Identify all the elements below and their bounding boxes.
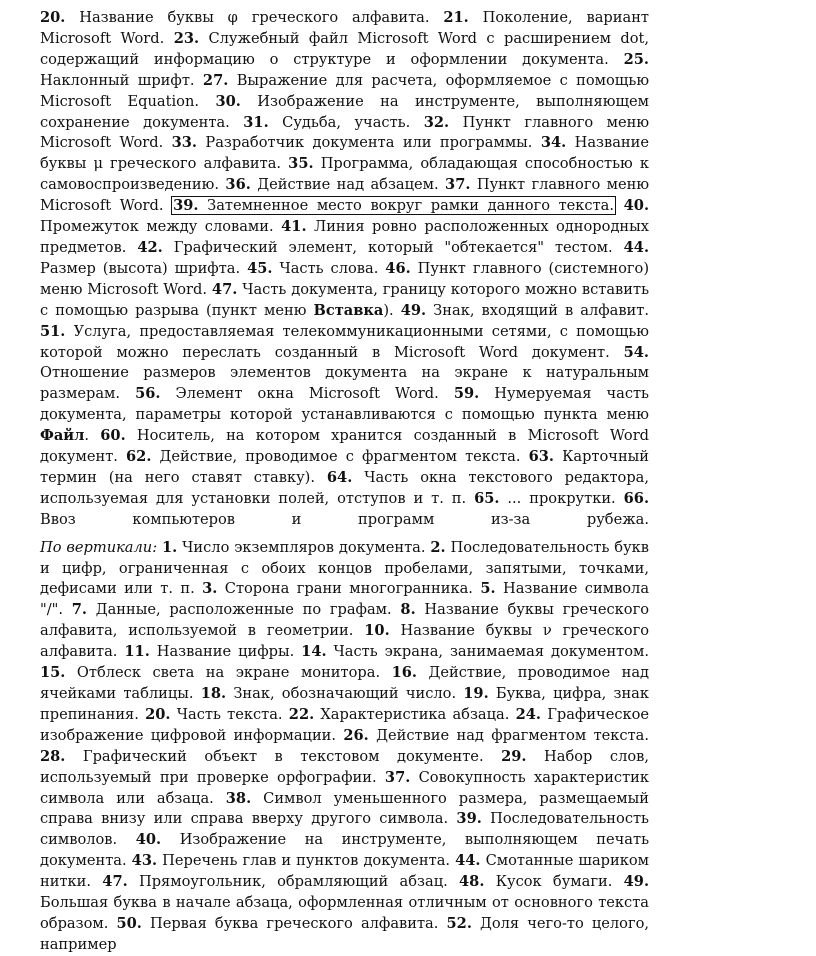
clue-text: Графический элемент, который "обтекается" тестом. bbox=[173, 238, 613, 256]
clue-number: 43. bbox=[131, 852, 158, 870]
clue-text-end: ). bbox=[383, 301, 394, 319]
crossword-clues-page bbox=[40, 8, 649, 956]
clue-text: Большая буква в начале абзаца, оформленная отличным от основного текста образом. bbox=[40, 894, 649, 932]
clue-text: Пункт главного (системного) меню Microsoft Word. bbox=[40, 259, 650, 298]
clue-text: Часть экрана, занимаемая документом. bbox=[333, 643, 650, 661]
clue-number: 20. bbox=[40, 9, 66, 26]
clue-number: 3. bbox=[202, 580, 218, 598]
clue-text: Нумеруемая часть документа, параметры которой устанавливаются с помощью пункта меню bbox=[40, 385, 650, 424]
clue-text: Сторона грани многогранника. bbox=[224, 580, 473, 598]
clue-text: Элемент окна Microsoft Word. bbox=[175, 385, 439, 403]
clue-text: Служебный файл Microsoft Word с расширением dot, содержащий информацию о структуре и оформлении документа. bbox=[40, 29, 649, 68]
across-clues bbox=[40, 8, 649, 531]
clue-number: 20. bbox=[145, 705, 171, 723]
clue-text: Часть текста. bbox=[176, 705, 283, 723]
clue-text: Выражение для расчета, оформляемое с помощью Microsoft Equation. bbox=[40, 71, 650, 110]
clue-text: Пункт главного меню Microsoft Word. bbox=[40, 113, 650, 152]
clue-text: Наклонный шрифт. bbox=[40, 71, 195, 89]
section-gap bbox=[40, 531, 649, 538]
clue-number: 35. bbox=[288, 155, 314, 173]
clue-number: 33. bbox=[171, 134, 198, 152]
clue bbox=[135, 385, 439, 402]
clue-text: Характеристика абзаца. bbox=[320, 705, 510, 723]
clue-text: Название цифры. bbox=[156, 643, 295, 661]
clue-text: Набор слов, используемый при проверке орфографии. bbox=[40, 747, 649, 786]
clue-text: Буква, цифра, знак препинания. bbox=[40, 685, 649, 723]
clue bbox=[459, 873, 612, 890]
clue-number: 47. bbox=[102, 873, 128, 891]
clue bbox=[102, 873, 447, 890]
clue bbox=[137, 239, 612, 256]
clue-text: Разработчик документа или программы. bbox=[205, 134, 533, 152]
clue-number: 66. bbox=[623, 489, 650, 507]
clue-text: Символ уменьшенного размера, размещаемый справа внизу или справа вверху другого символа. bbox=[40, 789, 649, 828]
clue-number: 64. bbox=[326, 468, 353, 486]
clue-number: 18. bbox=[200, 685, 227, 702]
clue-number: 46. bbox=[385, 259, 411, 277]
clue-number: 25. bbox=[623, 50, 649, 68]
clue-text: Отношение размеров элементов документа на экране к натуральным размерам. bbox=[40, 364, 649, 403]
clue-text: Число экземпляров документа. bbox=[182, 538, 426, 556]
clue-number: 27. bbox=[202, 71, 229, 89]
clue-text: Линия ровно расположенных однородных предметов. bbox=[40, 218, 649, 256]
clue-text: Часть окна текстового редактора, используемая для установки полей, отступов и т. п. bbox=[40, 468, 650, 507]
clue-text: Название буквы греческого алфавита, используемой в геометрии. bbox=[40, 601, 650, 640]
clue-number: 39. bbox=[456, 810, 482, 828]
clue-text: Затемненное место вокруг рамки данного текста. bbox=[207, 197, 615, 215]
clue-text: Отблеск света на экране монитора. bbox=[76, 664, 381, 682]
clue-text: Знак, входящий в алфавит. bbox=[433, 301, 649, 319]
clue bbox=[202, 580, 473, 597]
clue-number: 5. bbox=[480, 580, 496, 598]
clue bbox=[162, 539, 426, 556]
clue-text: Название буквы ν греческого алфавита. bbox=[40, 622, 650, 661]
clue-menu-name: Файл bbox=[40, 427, 85, 445]
clue bbox=[40, 748, 484, 765]
clue bbox=[172, 197, 615, 214]
clue-text: Доля чего-то целого, например bbox=[40, 914, 650, 953]
clue-number: 48. bbox=[459, 873, 485, 891]
clue bbox=[225, 176, 438, 193]
clue-number: 59. bbox=[453, 385, 480, 403]
clue-number: 29. bbox=[501, 747, 527, 765]
clue-text: Название символа "/". bbox=[40, 580, 650, 619]
clue-text: ... прокрутки. bbox=[507, 489, 616, 507]
clue-text: Графическое изображение цифровой информации. bbox=[40, 705, 650, 744]
clue-number: 40. bbox=[623, 197, 650, 215]
clue-number: 2. bbox=[430, 538, 446, 556]
clue-number: 45. bbox=[247, 259, 273, 277]
clue-text-end: . bbox=[84, 427, 90, 445]
clue-number: 49. bbox=[400, 301, 427, 319]
clue-number: 16. bbox=[391, 664, 417, 682]
clue bbox=[289, 706, 510, 723]
clue-number: 32. bbox=[423, 113, 450, 131]
clue bbox=[474, 490, 616, 507]
clue-number: 7. bbox=[71, 601, 87, 619]
clue bbox=[201, 685, 456, 702]
clue-number: 8. bbox=[400, 601, 416, 619]
clue bbox=[116, 915, 438, 932]
clue-text: Действие над абзацем. bbox=[257, 176, 439, 194]
clue-text: Поколение, вариант Microsoft Word. bbox=[40, 9, 649, 47]
clue-text: Последовательность символов. bbox=[40, 810, 650, 849]
clue bbox=[40, 323, 649, 361]
clue-number: 40. bbox=[135, 831, 162, 849]
clue-number: 10. bbox=[364, 622, 390, 640]
clue-text: Действие, проводимое с фрагментом текста. bbox=[159, 448, 521, 466]
clue bbox=[126, 448, 521, 465]
clue bbox=[72, 601, 392, 618]
clue-text: Судьба, участь. bbox=[282, 113, 411, 131]
clue bbox=[301, 643, 649, 660]
clue-text: Совокупность характеристик символа или абзаца. bbox=[40, 768, 650, 807]
clue-text: Знак, обозначающий число. bbox=[233, 685, 457, 702]
clue bbox=[40, 664, 380, 681]
clue-text: Промежуток между словами. bbox=[40, 218, 274, 236]
clue bbox=[145, 706, 282, 723]
clue-number: 19. bbox=[463, 685, 489, 702]
clue bbox=[247, 260, 378, 277]
clue-number: 15. bbox=[40, 664, 66, 682]
clue-number: 36. bbox=[225, 176, 251, 194]
clue-text: Название буквы φ греческого алфавита. bbox=[79, 9, 430, 26]
clue-number: 42. bbox=[137, 238, 163, 256]
clue-text: Карточный термин (на него ставят ставку). bbox=[40, 448, 650, 486]
clue-text: Первая буква греческого алфавита. bbox=[149, 914, 439, 932]
clue-number: 21. bbox=[443, 9, 469, 26]
clue-text: Последовательность букв и цифр, ограниченная с обоих концов пробелами, запятыми, точками, дефисами или т. п. bbox=[40, 538, 650, 598]
clue-number: 63. bbox=[528, 448, 554, 466]
clue bbox=[132, 852, 450, 869]
clue-number: 44. bbox=[623, 238, 650, 256]
clue-text: Часть документа, границу которого можно вставить с помощью разрыва (пункт меню bbox=[40, 280, 650, 319]
clue-number: 23. bbox=[173, 29, 200, 47]
clue-number: 49. bbox=[623, 873, 650, 891]
clue-number: 54. bbox=[623, 343, 650, 361]
clue-text: Перечень глав и пунктов документа. bbox=[162, 852, 451, 870]
clue-number: 1. bbox=[162, 538, 178, 556]
clue-text: Часть слова. bbox=[279, 259, 379, 277]
clue-text: Программа, обладающая способностью к самовоспроизведению. bbox=[40, 155, 650, 194]
clue-number: 39. bbox=[173, 197, 199, 215]
clue bbox=[124, 643, 294, 660]
clue-number: 52. bbox=[446, 914, 472, 932]
clue-number: 37. bbox=[445, 176, 471, 194]
clue-number: 11. bbox=[124, 643, 150, 661]
clue-number: 30. bbox=[215, 92, 241, 110]
clue-text: Действие, проводимое над ячейками таблицы. bbox=[40, 664, 650, 702]
clue-text: Изображение на инструменте, выполняющем сохранение документа. bbox=[40, 92, 649, 131]
clue-number: 38. bbox=[225, 789, 252, 807]
down-clues bbox=[40, 538, 649, 956]
clue-number: 65. bbox=[474, 489, 500, 507]
clue-text: Носитель, на котором хранится созданный в Microsoft Word документ. bbox=[40, 427, 650, 466]
clue-menu-name: Вставка bbox=[313, 301, 384, 319]
clue-text: Пункт главного меню Microsoft Word. bbox=[40, 176, 650, 215]
clue-number: 37. bbox=[384, 768, 411, 786]
clue-number: 24. bbox=[515, 705, 541, 723]
clue-text: Услуга, предоставляемая телекоммуникационными сетями, с помощью которой можно переслать созданный в Microsoft Word документ. bbox=[40, 322, 650, 361]
clue-number: 28. bbox=[40, 747, 66, 765]
clue-number: 62. bbox=[126, 448, 152, 466]
clue-text: Действие над фрагментом текста. bbox=[376, 726, 649, 744]
clue-text: Название буквы μ греческого алфавита. bbox=[40, 134, 650, 173]
clue bbox=[172, 134, 533, 151]
clue-number: 56. bbox=[135, 385, 161, 403]
clue-number: 31. bbox=[243, 113, 269, 131]
down-heading: По вертикали: bbox=[40, 538, 158, 556]
clue-number: 51. bbox=[40, 322, 66, 340]
clue-text: Графический объект в текстовом документе. bbox=[82, 747, 484, 765]
clue-number: 26. bbox=[343, 726, 369, 744]
clue bbox=[40, 9, 429, 26]
clue-text: Изображение на инструменте, выполняющем печать документа. bbox=[40, 831, 650, 870]
clue-text: Размер (высота) шрифта. bbox=[40, 259, 241, 277]
clue-number: 44. bbox=[455, 852, 481, 870]
clue bbox=[401, 302, 649, 319]
clue-text: Прямоугольник, обрамляющий абзац. bbox=[138, 873, 448, 891]
clue-text: Данные, расположенные по графам. bbox=[95, 601, 392, 619]
clue bbox=[243, 114, 410, 131]
clue-text: Кусок бумаги. bbox=[495, 873, 613, 891]
clue-number: 47. bbox=[211, 280, 238, 298]
clue-number: 60. bbox=[100, 427, 126, 445]
clue-number: 41. bbox=[281, 218, 307, 236]
clue-text: Смотанные шариком нитки. bbox=[40, 852, 650, 891]
clue bbox=[343, 727, 649, 744]
clue-number: 22. bbox=[288, 705, 315, 723]
clue-text: Ввоз компьютеров и программ из-за рубежа. bbox=[40, 510, 649, 528]
clue-number: 50. bbox=[116, 914, 142, 932]
clue-number: 14. bbox=[301, 643, 327, 661]
clue-number: 34. bbox=[540, 134, 567, 152]
